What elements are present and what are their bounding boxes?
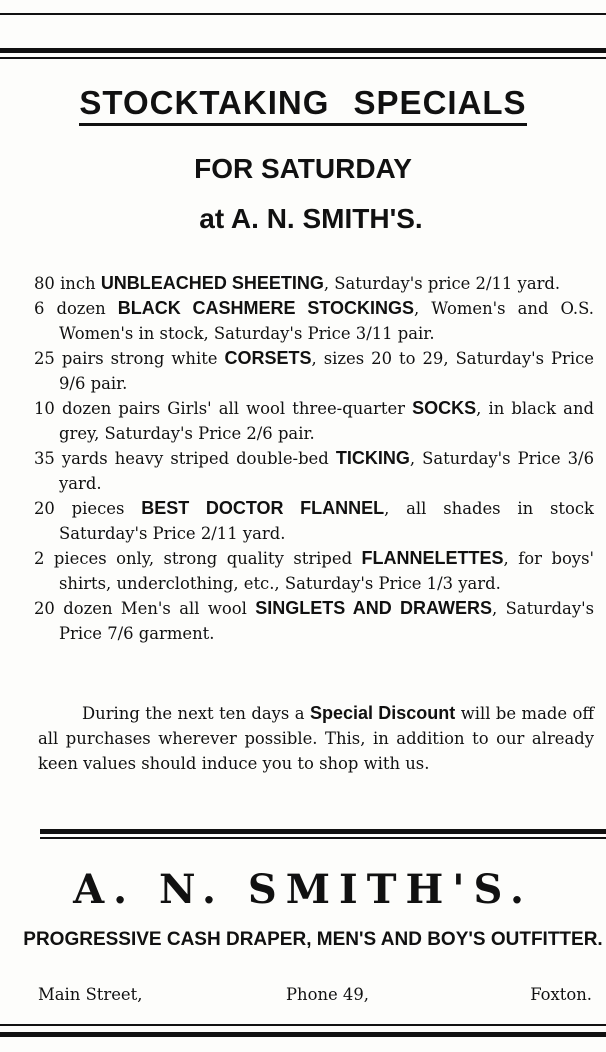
list-item: 20 pieces BEST DOCTOR FLANNEL, all shades in stock Saturday's Price 2/11 yard. [34,498,594,543]
footer-rule-thick [40,829,606,834]
list-item: 10 dozen pairs Girls' all wool three-quarter SOCKS, in black and grey, Saturday's Price 2/6 pair. [34,398,595,443]
top-rule-thin-2 [0,57,606,59]
shop-name: A. N. SMITH'S. [73,866,533,913]
top-rule-thin [0,13,606,15]
list-item: 35 yards heavy striped double-bed TICKING, Saturday's Price 3/6 yard. [34,448,595,493]
address-street: Main Street, [38,985,143,1004]
list-item: 2 pieces only, strong quality striped FLANNELETTES, for boys' shirts, underclothing, etc., Saturday's Price 1/3 yard. [34,548,594,593]
discount-paragraph: During the next ten days a Special Discount will be made off all purchases wherever possible. This, in addition to our already keen values should induce you to shop with us. [38,703,594,773]
bottom-rule-thin [0,1024,606,1026]
ad-subtitle-shop: at A. N. SMITH'S. [199,203,423,234]
ad-title: STOCKTAKING SPECIALS [0,84,606,126]
bottom-rule-thick [0,1032,606,1037]
list-item: 25 pairs strong white CORSETS, sizes 20 to 29, Saturday's Price 9/6 pair. [34,348,594,393]
specials-list [34,271,594,646]
shop-tagline: PROGRESSIVE CASH DRAPER, MEN'S AND BOY'S OUTFITTER. [23,929,603,950]
ad-subtitle-saturday: FOR SATURDAY [194,153,412,184]
list-item: 6 dozen BLACK CASHMERE STOCKINGS, Women's and O.S. Women's in stock, Saturday's Price 3/11 pair. [34,298,594,343]
address-phone: Phone 49, [286,985,369,1004]
list-item: 20 dozen Men's all wool SINGLETS AND DRAWERS, Saturday's Price 7/6 garment. [34,598,595,643]
top-rule-thick [0,48,606,53]
list-item: 80 inch UNBLEACHED SHEETING, Saturday's price 2/11 yard. [34,273,561,293]
footer-rule-thin [40,837,606,839]
address-town: Foxton. [530,985,592,1004]
